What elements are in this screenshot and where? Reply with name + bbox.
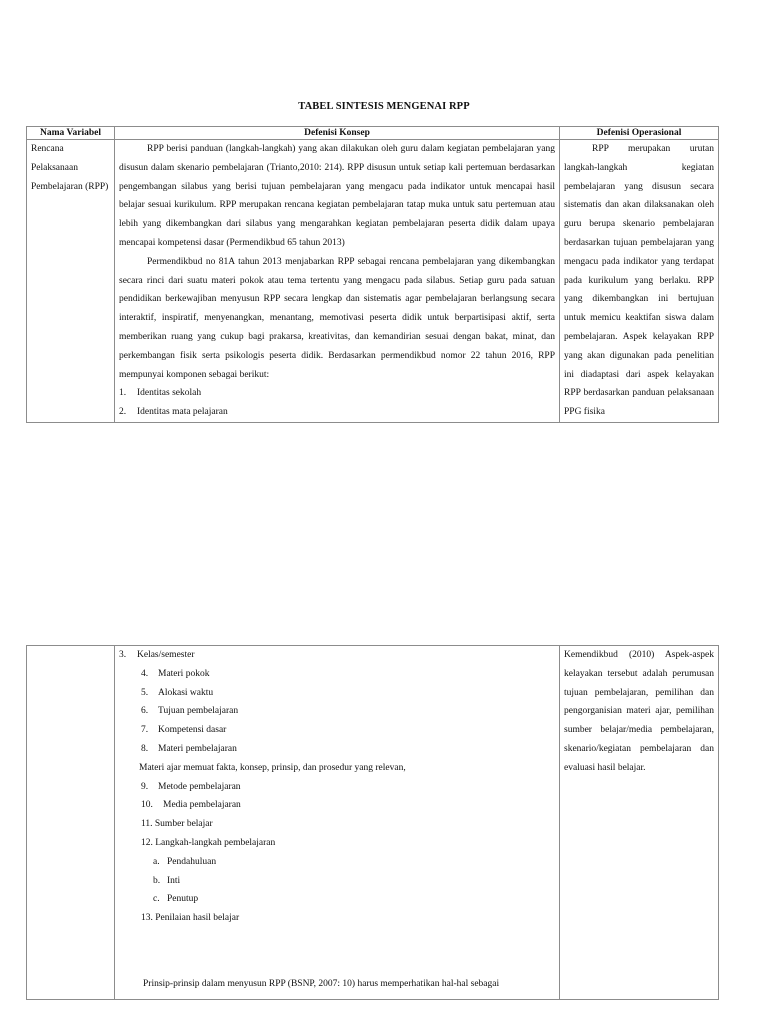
header-nama-variabel: Nama Variabel xyxy=(27,127,115,140)
operasional-paragraph-1: RPP merupakan urutan langkah-langkah kegiatan pembelajaran yang disusun secara sistematis dan akan dilaksanakan oleh guru berupa skenario pembelajaran berdasarkan tujuan pembelajaran yang mengacu pada indikator yang terdapat pada kurikulum yang berlaku. RPP yang dikembangkan ini bertujuan untuk memicu keaktifan siswa dalam pembelajaran. Aspek kelayakan RPP yang akan digunakan pada penelitian ini diadaptasi dari aspek kelayakan RPP berdasarkan panduan pelaksanaan PPG fisika xyxy=(564,144,714,418)
synthesis-table-part-2 xyxy=(26,645,719,1000)
konsep-paragraph-2: Permendikbud no 81A tahun 2013 menjabarkan RPP sebagai rencana pembelajaran yang dikembangkan secara rinci dari suatu materi pokok atau tema tertentu yang mengacu pada silabus. Setiap guru pada satuan pendidikan berkewajiban menyusun RPP secara lengkap dan sistematis agar pembelajaran berlangsung secara interaktif, inspiratif, menyenangkan, menantang, memotivasi peserta didik untuk berpartisipasi aktif, serta memberikan ruang yang cukup bagi prakarsa, kreativitas, dan kemandirian sesuai dengan bakat, minat, dan perkembangan fisik serta psikologis peserta didik. Berdasarkan permendikbud nomor 22 tahun 2016, RPP mempunyai komponen sebagai berikut: xyxy=(119,256,555,380)
list-item: 9. Metode pembelajaran xyxy=(141,781,241,792)
materi-note: Materi ajar memuat fakta, konsep, prinsip, dan prosedur yang relevan, xyxy=(139,762,406,773)
konsep-cell xyxy=(115,140,560,423)
synthesis-table-part-1 xyxy=(26,126,719,423)
list-item: 12. Langkah-langkah pembelajaran xyxy=(141,837,276,848)
list-item: 6. Tujuan pembelajaran xyxy=(141,706,239,717)
list-item: 8. Materi pembelajaran xyxy=(141,743,237,754)
sub-list-item: c. Penutup xyxy=(153,894,199,905)
sub-list-item: a. Pendahuluan xyxy=(153,856,217,867)
list-item: 7. Kompetensi dasar xyxy=(141,725,227,736)
list-item: 4. Materi pokok xyxy=(141,668,210,679)
table-row xyxy=(27,140,719,423)
variable-name-cell-empty xyxy=(27,646,115,1000)
variable-name-cell xyxy=(27,140,115,423)
variable-name: Rencana Pelaksanaan Pembelajaran (RPP) xyxy=(31,144,109,192)
list-item: 3. Kelas/semester xyxy=(119,650,195,660)
operasional-paragraph-2: Kemendikbud (2010) Aspek-aspek kelayakan tersebut adalah perumusan tujuan pembelajaran, pemilihan dan pengorganisian materi ajar, pemilihan sumber belajar/media pembelajaran, skenario/kegiatan pembelajaran dan evaluasi hasil belajar. xyxy=(564,650,714,773)
list-item: 10. Media pembelajaran xyxy=(141,800,241,811)
list-item: 2. Identitas mata pelajaran xyxy=(119,407,228,418)
header-defenisi-operasional: Defenisi Operasional xyxy=(560,127,719,140)
list-item: 13. Penilaian hasil belajar xyxy=(141,913,240,924)
header-defenisi-konsep: Defenisi Konsep xyxy=(115,127,560,140)
list-item: 5. Alokasi waktu xyxy=(141,687,214,698)
konsep-cell-continued xyxy=(115,646,560,1000)
page-title: TABEL SINTESIS MENGENAI RPP xyxy=(298,101,470,112)
konsep-paragraph-1: RPP berisi panduan (langkah-langkah) yang akan dilakukan oleh guru dalam kegiatan pembelajaran yang disusun dalam skenario pembelajaran (Trianto,2010: 214). RPP disusun untuk setiap kali pertemuan berdasarkan pengembangan silabus yang berisi tujuan pembelajaran yang mengacu pada indikator untuk mencapai hasil belajar sesuai kurikulum. RPP merupakan rencana kegiatan pembelajaran tatap muka untuk satu pertemuan atau lebih yang dikembangkan dari silabus yang mengarahkan kegiatan pembelajaran peserta didik dalam upaya mencapai kompetensi dasar (Permendikbud 65 tahun 2013) xyxy=(119,144,555,248)
prinsip-paragraph: Prinsip-prinsip dalam menyusun RPP (BSNP, 2007: 10) harus memperhatikan hal-hal sebagai xyxy=(143,978,500,989)
table-header-row xyxy=(27,127,719,140)
sub-list-item: b. Inti xyxy=(153,875,181,886)
table-row xyxy=(27,646,719,1000)
operasional-cell xyxy=(560,140,719,423)
list-item: 1. Identitas sekolah xyxy=(119,388,202,399)
operasional-cell-continued xyxy=(560,646,719,1000)
list-item: 11. Sumber belajar xyxy=(141,819,213,830)
